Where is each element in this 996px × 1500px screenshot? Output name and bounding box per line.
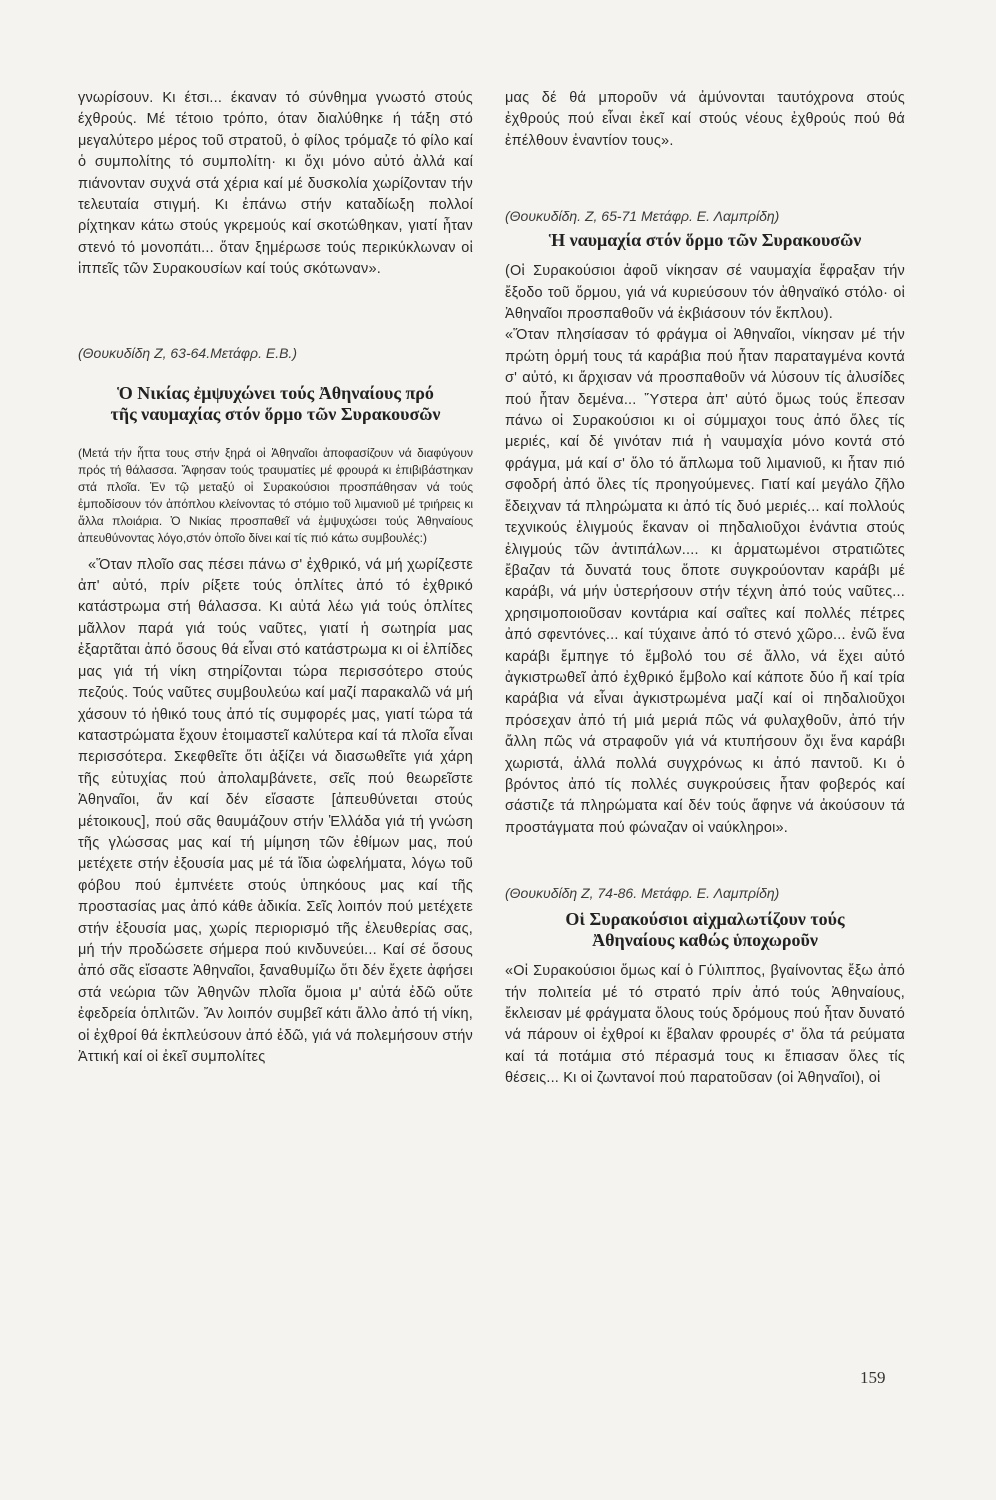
left-heading-1: Ὁ Νικίας ἐμψυχώνει τούς Ἀθηναίους πρό τῆς ναυμαχίας στόν ὅρμο τῶν Συρακουσῶν (110, 382, 441, 424)
right-heading-1: Ἡ ναυμαχία στόν ὅρμο τῶν Συρακουσῶν (548, 230, 862, 251)
left-paragraph-2: «Ὅταν πλοῖο σας πέσει πάνω σ' ἐχθρικό, νά μή χωρίζεστε ἀπ' αὐτό, πρίν ρίξετε τούς ὁπλίτες ἀπό τό ἐχθρικό κατάστρωμα στή θάλασσα. Κι αὐτά λέω γιά τούς ὁπλίτες μᾶλλον παρά γιά τούς ναῦτες, γιατί ἡ σωτηρία μας ἐξαρτᾶται ἀπό ὅσους θά εἶναι στό κατάστρωμα κι οἱ ἐλπίδες μας γιά τή νίκη στηρίζονται τώρα περισσότερο στούς πεζούς. Τούς ναῦτες συμβουλεύω καί μαζί παρακαλῶ νά μή χάσουν τό ἠθικό τους ἀπό τίς συμφορές μας, γιατί τώρα τά καταστρώματα ἔχουν ἑτοιμαστεῖ καλύτερα καί τά πλοῖα εἶναι περισσότερα. Σκεφθεῖτε ὅτι ἀξίζει νά διασωθεῖτε γιά χάρη τῆς εὐτυχίας πού ἀπολαμβάνετε, σεῖς πού θεωρεῖστε Ἀθηναῖοι, ἄν καί δέν εἴσαστε [ἀπευθύνεται στούς μέτοικους], πού σᾶς θαυμάζουν στήν Ἑλλάδα γιά τή γνώση τῆς γλώσσας μας καί τή μίμηση τῶν ἐθίμων μας, πού μετέχετε στήν ἐξουσία μας μέ τά ἴδια ὠφελήματα, λόγω τοῦ φόβου πού ἐμπνέετε στούς ὑπηκόους μας καί τῆς προστασίας μας ἀπό κάθε ἀδικία. Σεῖς λοιπόν πού μετέχετε στήν ἐξουσία μας, χωρίς περιορισμό τῆς ἐλευθερίας σας, μή τήν προδώσετε σήμερα πού κινδυνεύει... Καί σέ ὅσους ἀπό σᾶς εἴσαστε Ἀθηναῖοι, ξαναθυμίζω ὅτι δέν ἔχετε ἀφήσει στά νεώρια τῶν Ἀθηνῶν πλοῖα ὅμοια μ' αὐτά ἐδῶ οὔτε ἐφεδρεία ὁπλιτῶν. Ἄν λοιπόν συμβεῖ κάτι ἄλλο ἀπό τή νίκη, οἱ ἐχθροί θά ἐκπλεύσουν ἀπό ἐδῶ, γιά νά πολεμήσουν στήν Ἀττική καί οἱ ἐκεῖ συμπολίτες (78, 556, 473, 1065)
right-column (505, 88, 905, 1090)
right-paragraph-2: «Ὅταν πλησίασαν τό φράγμα οἱ Ἀθηναῖοι, νίκησαν μέ τήν πρώτη ὁρμή τους τά καράβια πού ἦταν παραταγμένα κοντά σ' αὐτό, κι ἄρχισαν νά προσπαθοῦν νά λύσουν τίς ἁλυσίδες πού ἦταν δεμένα... Ὕστερα ἀπ' αὐτό ὅμως τούς ἔπεσαν πάνω οἱ Συρακούσιοι κι οἱ σύμμαχοι τους ἀπό ὅλες τίς μεριές, καί δέ γινόταν πιά ἡ ναυμαχία μόνο κοντά στό φράγμα, μά καί σ' ὅλο τό ἄπλωμα τοῦ λιμανιοῦ, κι ἦταν πιό σφοδρή ἀπό ὅλες τίς προηγούμενες. Γιατί καί μεγάλο ζῆλο ἔδειχναν τά πληρώματα κι ἀπό τίς δυό μεριές... καί πολλούς τεχνικούς ἑλιγμούς ἔκαναν οἱ πηδαλιοῦχοι ἐνάντια στούς ἑλιγμούς τῶν ἀντιπάλων.... κι ἁρματωμένοι στρατιῶτες ἔβαζαν τά δυνατά τους ὅποτε συγκρούονταν καράβι μέ καράβι, νά μήν ὑστερήσουν στήν τέχνη ἀπό τούς ναῦτες... χρησιμοποιοῦσαν κοντάρια καί σαΐτες καί πολλές πέτρες ἀπό σφεντόνες... καί τύχαινε ἀπό τό στενό χῶρο... ἐνῶ ἕνα καράβι ἔμπηγε τό ἔμβολό του σέ ἄλλο, νά ἔχει αὐτό ἀγκιστρωθεῖ ἀπό ἐχθρικό ἔμβολο καί κάποτε δύο ἤ καί τρία καράβια νά εἶναι ἀγκιστρωμένα μαζί καί οἱ πηδαλιοῦχοι πρόσεχαν ἀπό τή μιά μεριά πῶς νά φυλαχθοῦν, ἀπό τήν ἄλλη πῶς νά στραφοῦν γιά νά κτυπήσουν ὄχι ἕνα καράβι χωριστά, ἀλλά πολλά συγχρόνως κι ἀπό παντοῦ. Κι ὁ βρόντος ἀπό τίς πολλές συγκρούσεις ἦταν φοβερός καί σάστιζε τά πληρώματα καί δέν τούς ἄφηνε νά ἀκούσουν τά προστάγματα πού φώναζαν οἱ ναύκληροι». (505, 327, 905, 836)
left-intro: (Μετά τήν ἧττα τους στήν ξηρά οἱ Ἀθηναῖοι ἀποφασίζουν νά διαφύγουν πρός τή θάλασσα. Ἄφησαν τούς τραυματίες μέ φρουρά κι ἐπιβιβάστηκαν στά πλοῖα. Ἐν τῷ μεταξύ οἱ Συρακούσιοι προσπάθησαν νά τούς ἐμποδίσουν τόν ἀπόπλου κλείνοντας τό στόμιο τοῦ λιμανιοῦ μέ τριήρεις κι ἄλλα πλοιάρια. Ὁ Νικίας προσπαθεῖ νά ἐμψυχώσει τούς Ἀθηναίους ἀπευθύνοντας λόγο,στόν ὁποῖο δίνει καί τίς πιό κάτω συμβουλές:) (78, 445, 473, 545)
right-intro: (Οἱ Συρακούσιοι ἀφοῦ νίκησαν σέ ναυμαχία ἔφραξαν τήν ἔξοδο τοῦ ὅρμου, γιά νά κυριεύσουν τόν ἀθηναϊκό στόλο· οἱ Ἀθηναῖοι προσπαθοῦν νά ἐκβιάσουν τόν ἔκπλου). (505, 263, 905, 323)
right-paragraph-1: μας δέ θά μποροῦν νά ἀμύνονται ταυτόχρονα στούς ἐχθρούς πού εἶναι ἐκεῖ καί στούς νέους ἐχθρούς πού θά ἐπέλθουν ἐναντίον τους». (505, 90, 905, 149)
left-citation-1: (Θουκυδίδη Ζ, 63-64.Μετάφρ. Ε.Β.) (78, 344, 297, 361)
right-citation-2: (Θουκυδίδη Ζ, 74-86. Μετάφρ. Ε. Λαμπρίδη) (505, 885, 780, 902)
left-paragraph-1: γνωρίσουν. Κι έτσι... έκαναν τό σύνθημα γνωστό στούς έχθρούς. Μέ τέτοιο τρόπο, όταν διαλύθηκε ή τάξη στό μεγαλύτερο μέρος τοῦ στρατοῦ, ὁ φίλος τρόμαζε τό φίλο καί ὁ συμπολίτης τό συμπολίτη· κι ὄχι μόνο αὐτό ἀλλά καί πιάνονταν συχνά στά χέρια καί μέ δυσκολία χωρίζονταν τήν τελευταία στιγμή. Κι ἐπάνω στήν καταδίωξη πολλοί ρίχτηκαν κάτω στούς γκρεμούς καί σκοτώθηκαν, γιατί ἦταν στενό τό μονοπάτι... ὅταν ξημέρωσε τούς περικύκλωναν οἱ ἱππεῖς τῶν Συρακουσίων καί τούς σκότωναν». (78, 90, 473, 278)
right-citation-1: (Θουκυδίδη. Ζ, 65-71 Μετάφρ. Ε. Λαμπρίδη) (505, 208, 780, 225)
page-number: 159 (860, 1368, 886, 1387)
right-paragraph-3: «Οἱ Συρακούσιοι ὅμως καί ὁ Γύλιππος, βγαίνοντας ἔξω ἀπό τήν πολιτεία μέ τό στρατό πρίν ἀπό τούς Ἀθηναίους, ἔκλεισαν μέ φράγματα ὅλους τούς δρόμους πού ἦταν δυνατό νά πάρουν οἱ ἐχθροί κι ἔβαλαν φρουρές σ' ὅλα τά ρεύματα καί τά ποτάμια στό πέρασμά τους κι ἔπιασαν ὅλες τίς θέσεις... Κι οἱ ζωντανοί πού παρατοῦσαν (οἱ Ἀθηναῖοι), οἱ (505, 963, 905, 1087)
right-heading-2: Οἱ Συρακούσιοι αἰχμαλωτίζουν τούς Ἀθηναίους καθώς ὑποχωροῦν (565, 909, 845, 951)
left-column (78, 88, 473, 1068)
